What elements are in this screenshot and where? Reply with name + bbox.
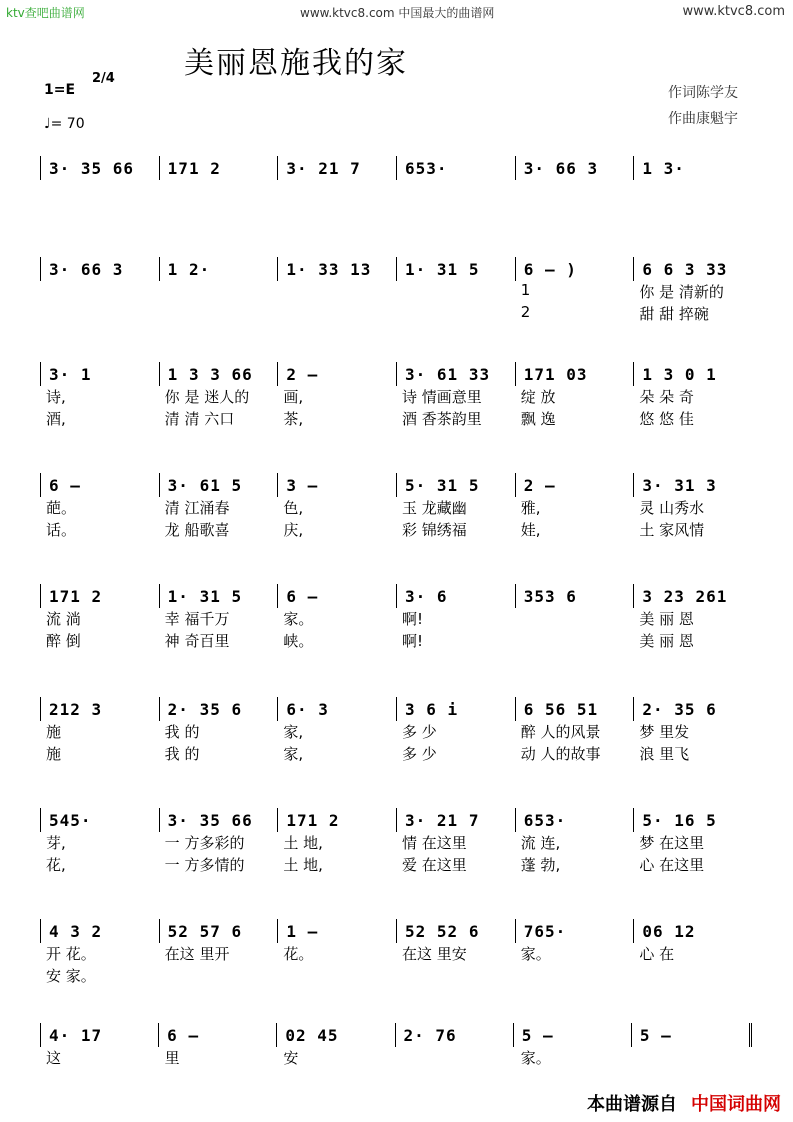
lyric-line <box>40 497 752 517</box>
lyric-text: 神 奇百里 <box>164 632 230 650</box>
lyric-text: 家, <box>283 723 304 741</box>
tempo-mark: ♩= 70 <box>44 116 85 132</box>
measure: 653· <box>396 156 515 180</box>
measure: 6 — ) <box>515 257 634 281</box>
lyric-text: 家。 <box>283 610 314 628</box>
lyric-text: 多 少 <box>402 723 437 741</box>
lyricist-credit: 作词陈学友 <box>668 85 738 101</box>
measure: 1· 31 5 <box>396 257 515 281</box>
lyric-text: 家。 <box>520 945 551 963</box>
lyric-text <box>515 630 634 650</box>
measure: 3· 66 3 <box>49 259 124 279</box>
lyric-text <box>396 281 515 301</box>
measure: 1 3 3 66 <box>159 362 278 386</box>
lyric-text <box>396 965 515 985</box>
lyric-text: 2 <box>520 303 531 321</box>
measure: 3· 61 5 <box>159 473 278 497</box>
lyric-text: 一 方多情的 <box>164 856 245 874</box>
lyric-text: 你 是 清新的 <box>639 283 724 301</box>
lyric-text: 诗, <box>46 388 66 406</box>
lyric-text: 色, <box>283 499 304 517</box>
lyric-text: 画, <box>283 388 304 406</box>
measure: 171 2 <box>49 586 103 606</box>
lyric-line <box>40 386 752 406</box>
header-center-site: www.ktvc8.com 中国最大的曲谱网 <box>300 6 495 20</box>
measure: 2 — <box>515 473 634 497</box>
measure: 5 — <box>513 1023 631 1047</box>
measure: 353 6 <box>515 584 634 608</box>
lyric-text <box>40 281 159 301</box>
lyric-text: 家, <box>283 745 304 763</box>
lyric-text: 多 少 <box>402 745 437 763</box>
key-signature: 1=E <box>44 82 76 98</box>
lyric-text <box>633 1047 752 1067</box>
lyric-text: 蓬 勃, <box>520 856 561 874</box>
measure: 4· 17 <box>49 1025 103 1045</box>
lyric-text: 清 江涌春 <box>164 499 230 517</box>
music-row <box>40 697 752 721</box>
lyric-line <box>40 608 752 628</box>
lyric-text: 梦 在这里 <box>639 834 705 852</box>
lyric-text: 这 <box>46 1049 62 1067</box>
measure: 1· 33 13 <box>277 257 396 281</box>
measure: 5· 16 5 <box>633 808 752 832</box>
measure: 3· 1 <box>49 364 92 384</box>
lyric-text: 诗 情画意里 <box>402 388 482 406</box>
lyric-text: 土 地, <box>283 834 323 852</box>
lyric-text: 幸 福千万 <box>164 610 230 628</box>
music-row <box>40 808 752 832</box>
measure: 2· 35 6 <box>633 697 752 721</box>
measure: 3 23 261 <box>633 584 752 608</box>
lyric-text <box>277 303 396 323</box>
measure: 653· <box>515 808 634 832</box>
measure: 4 3 2 <box>49 921 103 941</box>
lyric-text: 绽 放 <box>520 388 556 406</box>
lyric-text: 花。 <box>283 945 314 963</box>
lyric-text: 美 丽 恩 <box>639 610 694 628</box>
measure: 545· <box>49 810 92 830</box>
lyric-text: 安 家。 <box>46 967 96 985</box>
lyric-text: 浪 里飞 <box>639 745 690 763</box>
lyric-text: 爱 在这里 <box>402 856 467 874</box>
lyric-text: 心 在 <box>639 945 675 963</box>
lyric-text: 话。 <box>46 521 77 539</box>
measure: 171 2 <box>277 808 396 832</box>
header-right-site: www.ktvc8.com <box>682 4 785 19</box>
lyric-line <box>40 721 752 741</box>
measure: 1 2· <box>159 257 278 281</box>
lyric-text: 流 连, <box>520 834 561 852</box>
lyric-text: 龙 船歌喜 <box>164 521 230 539</box>
lyric-text <box>515 965 634 985</box>
measure: 1 — <box>277 919 396 943</box>
lyric-line <box>40 832 752 852</box>
lyric-text: 娃, <box>520 521 541 539</box>
lyric-text: 酒 香茶韵里 <box>402 410 482 428</box>
lyric-text: 我 的 <box>164 745 200 763</box>
time-signature: 2/4 <box>92 71 115 86</box>
lyric-text: 飘 逸 <box>520 410 556 428</box>
lyric-text <box>159 965 278 985</box>
source-label: 本曲谱源自 <box>587 1094 677 1115</box>
lyric-text: 在这 里安 <box>402 945 467 963</box>
lyric-text: 茶, <box>283 410 304 428</box>
lyric-text: 庆, <box>283 521 304 539</box>
measure: 1· 31 5 <box>159 584 278 608</box>
lyric-text: 悠 悠 佳 <box>639 410 694 428</box>
lyric-text: 玉 龙藏幽 <box>402 499 467 517</box>
lyric-line <box>40 303 752 323</box>
lyric-text: 开 花。 <box>46 945 96 963</box>
lyric-text <box>159 303 278 323</box>
lyric-line <box>40 519 752 539</box>
measure: 3· 31 3 <box>633 473 752 497</box>
music-row <box>40 584 752 608</box>
measure: 3· 61 33 <box>396 362 515 386</box>
measure: 1 3 0 1 <box>633 362 752 386</box>
header-left-site: ktv查吧曲谱网 <box>6 6 85 20</box>
lyric-text: 朵 朵 奇 <box>639 388 694 406</box>
lyric-text: 彩 锦绣福 <box>402 521 467 539</box>
music-row <box>40 919 752 943</box>
lyric-text <box>277 965 396 985</box>
lyric-text: 你 是 迷人的 <box>164 388 250 406</box>
lyric-text: 醉 倒 <box>46 632 81 650</box>
source-site: 中国词曲网 <box>691 1094 781 1115</box>
measure: 3· 35 66 <box>159 808 278 832</box>
lyric-text: 流 淌 <box>46 610 81 628</box>
measure: 6 — <box>277 584 396 608</box>
lyric-line <box>40 281 752 301</box>
measure: 3· 35 66 <box>49 158 135 178</box>
measure: 5· 31 5 <box>396 473 515 497</box>
lyric-text: 情 在这里 <box>402 834 467 852</box>
footer-source <box>587 1090 781 1116</box>
lyric-text: 安 <box>283 1049 299 1067</box>
measure: 52 52 6 <box>396 919 515 943</box>
lyric-text: 酒, <box>46 410 66 428</box>
measure: 3· 6 <box>396 584 515 608</box>
lyric-text <box>277 281 396 301</box>
measure: 6· 3 <box>277 697 396 721</box>
measure: 6 — <box>158 1023 276 1047</box>
lyric-text: 1 <box>520 281 531 299</box>
measure: 3 — <box>277 473 396 497</box>
song-title: 美丽恩施我的家 <box>184 46 408 81</box>
lyric-text: 葩。 <box>46 499 77 517</box>
measure: 171 2 <box>159 156 278 180</box>
measure: 212 3 <box>49 699 103 719</box>
lyric-line <box>40 854 752 874</box>
measure: 2· 76 <box>395 1023 513 1047</box>
lyric-text: 啊! <box>402 610 424 628</box>
lyric-text: 梦 里发 <box>639 723 690 741</box>
lyric-text: 里 <box>164 1049 180 1067</box>
lyric-text: 家。 <box>520 1049 551 1067</box>
lyric-line <box>40 408 752 428</box>
music-row <box>40 473 752 497</box>
measure: 765· <box>515 919 634 943</box>
measure: 1 3· <box>633 156 752 180</box>
measure: 3· 21 7 <box>277 156 396 180</box>
lyric-text: 芽, <box>46 834 66 852</box>
lyric-text: 峡。 <box>283 632 314 650</box>
lyric-text: 在这 里开 <box>164 945 230 963</box>
music-row <box>40 1023 752 1047</box>
measure: 06 12 <box>633 919 752 943</box>
lyric-text <box>633 965 752 985</box>
lyric-text: 施 <box>46 723 62 741</box>
lyric-text: 心 在这里 <box>639 856 705 874</box>
lyric-text: 施 <box>46 745 62 763</box>
measure: 3· 21 7 <box>396 808 515 832</box>
music-row <box>40 257 752 281</box>
measure: 171 03 <box>515 362 634 386</box>
composer-credit: 作曲康魁宇 <box>668 111 738 127</box>
lyric-line <box>40 1047 752 1067</box>
measure: 3· 66 3 <box>515 156 634 180</box>
lyric-text <box>396 303 515 323</box>
lyric-line <box>40 965 752 985</box>
lyric-text <box>159 281 278 301</box>
measure: 5 — <box>631 1023 749 1047</box>
lyric-line <box>40 943 752 963</box>
measure: 6 6 3 33 <box>633 257 752 281</box>
lyric-text: 土 家风情 <box>639 521 705 539</box>
lyric-text: 土 地, <box>283 856 323 874</box>
lyric-text: 清 清 六口 <box>164 410 235 428</box>
measure: 3 6 i <box>396 697 515 721</box>
lyric-text <box>515 608 634 628</box>
measure: 6 56 51 <box>515 697 634 721</box>
lyric-line <box>40 743 752 763</box>
measure: 02 45 <box>276 1023 394 1047</box>
measure: 6 — <box>49 475 81 495</box>
music-row <box>40 156 752 180</box>
measure: 2 — <box>277 362 396 386</box>
lyric-text: 我 的 <box>164 723 200 741</box>
lyric-text: 灵 山秀水 <box>639 499 705 517</box>
lyric-text: 花, <box>46 856 66 874</box>
lyric-text: 甜 甜 捽碗 <box>639 305 709 323</box>
lyric-text: 啊! <box>402 632 424 650</box>
measure: 52 57 6 <box>159 919 278 943</box>
lyric-text: 雅, <box>520 499 541 517</box>
lyric-text: 动 人的故事 <box>520 745 601 763</box>
lyric-text: 美 丽 恩 <box>639 632 694 650</box>
lyric-text: 醉 人的风景 <box>520 723 601 741</box>
lyric-line <box>40 630 752 650</box>
lyric-text: 一 方多彩的 <box>164 834 245 852</box>
lyric-text <box>396 1047 515 1067</box>
lyric-text <box>40 303 159 323</box>
measure: 2· 35 6 <box>159 697 278 721</box>
music-row <box>40 362 752 386</box>
